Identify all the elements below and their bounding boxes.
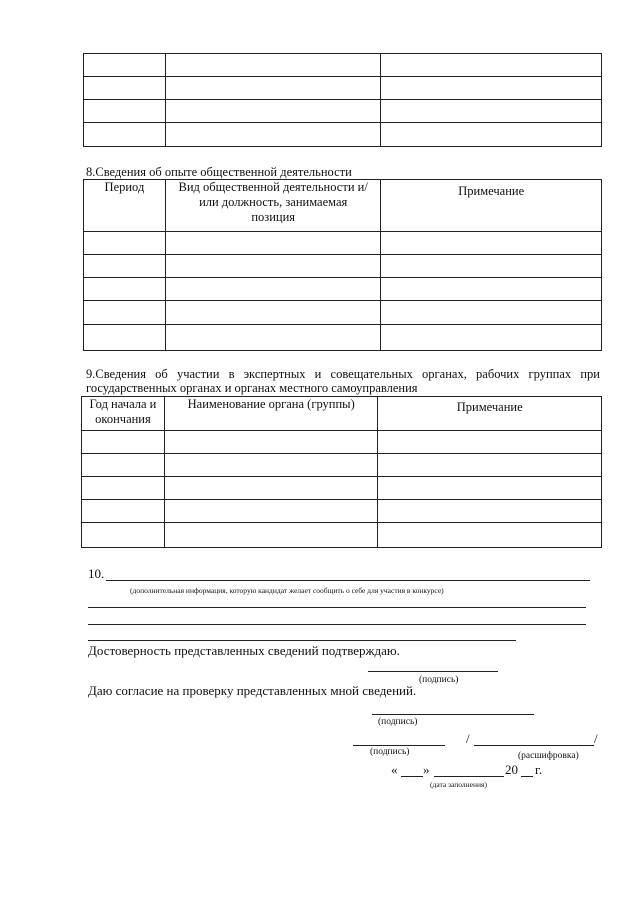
slash-2: / (594, 731, 598, 746)
table-row (82, 477, 602, 500)
consent-text: Даю согласие на проверку представленных мной сведений. (88, 683, 417, 698)
section9-title: 9.Сведения об участии в экспертных и совещательных органах, рабочих группах при государственных органах и органах местного самоуправления (86, 367, 600, 395)
section10-line-2[interactable] (88, 607, 586, 608)
decipher-label: (расшифровка) (518, 751, 579, 761)
date-day-line[interactable] (401, 776, 423, 777)
top-table (83, 53, 602, 147)
decipher-line[interactable] (474, 745, 594, 746)
table-row (84, 54, 602, 77)
signature-label-2: (подпись) (378, 717, 418, 727)
table-row (84, 100, 602, 123)
signature-label-3: (подпись) (370, 747, 410, 757)
table-row (82, 500, 602, 523)
section10-number: 10. (88, 566, 105, 581)
table-header-row (82, 397, 602, 431)
table-row (84, 232, 602, 255)
signature-line-3[interactable] (353, 745, 445, 746)
table-row (84, 325, 602, 351)
signature-label-1: (подпись) (419, 675, 459, 685)
date-year-line[interactable] (521, 776, 533, 777)
table-row (84, 301, 602, 325)
col-header-activity: Вид общественной деятельности и/или должность, занимаемая позиция (165, 180, 381, 232)
slash-1: / (466, 731, 470, 746)
col-header-period: Период (84, 180, 166, 232)
table-header-row (84, 180, 602, 232)
col-header-note: Примечание (381, 180, 602, 232)
table-row (84, 255, 602, 278)
date-suffix: г. (535, 762, 543, 777)
col-header-organ: Наименование органа (группы) (164, 397, 378, 431)
signature-line-1[interactable] (368, 671, 498, 672)
col-header-note: Примечание (378, 397, 602, 431)
table-row (84, 123, 602, 147)
table-row (82, 523, 602, 548)
section8-title: 8.Сведения об опыте общественной деятельности (86, 165, 352, 179)
table-row (84, 278, 602, 301)
table-row (84, 77, 602, 100)
date-open-quote: « (391, 762, 398, 777)
col-header-years: Год начала и окончания (82, 397, 165, 431)
table-row (82, 431, 602, 454)
table-row (82, 454, 602, 477)
section8-table (83, 179, 602, 351)
section10-hint: (дополнительная информация, которую кандидат желает сообщить о себе для участия в конкурсе) (130, 586, 444, 595)
date-month-line[interactable] (434, 776, 504, 777)
signature-line-2[interactable] (372, 714, 534, 715)
section9-table (81, 396, 602, 548)
section10-line-1[interactable] (106, 580, 590, 581)
date-close-quote: » (423, 762, 430, 777)
section10-line-3[interactable] (88, 624, 586, 625)
section10-line-4[interactable] (88, 640, 516, 641)
confirm-text: Достоверность представленных сведений подтверждаю. (88, 643, 400, 658)
date-year: 20 (505, 762, 518, 777)
date-label: (дата заполнения) (430, 780, 487, 789)
